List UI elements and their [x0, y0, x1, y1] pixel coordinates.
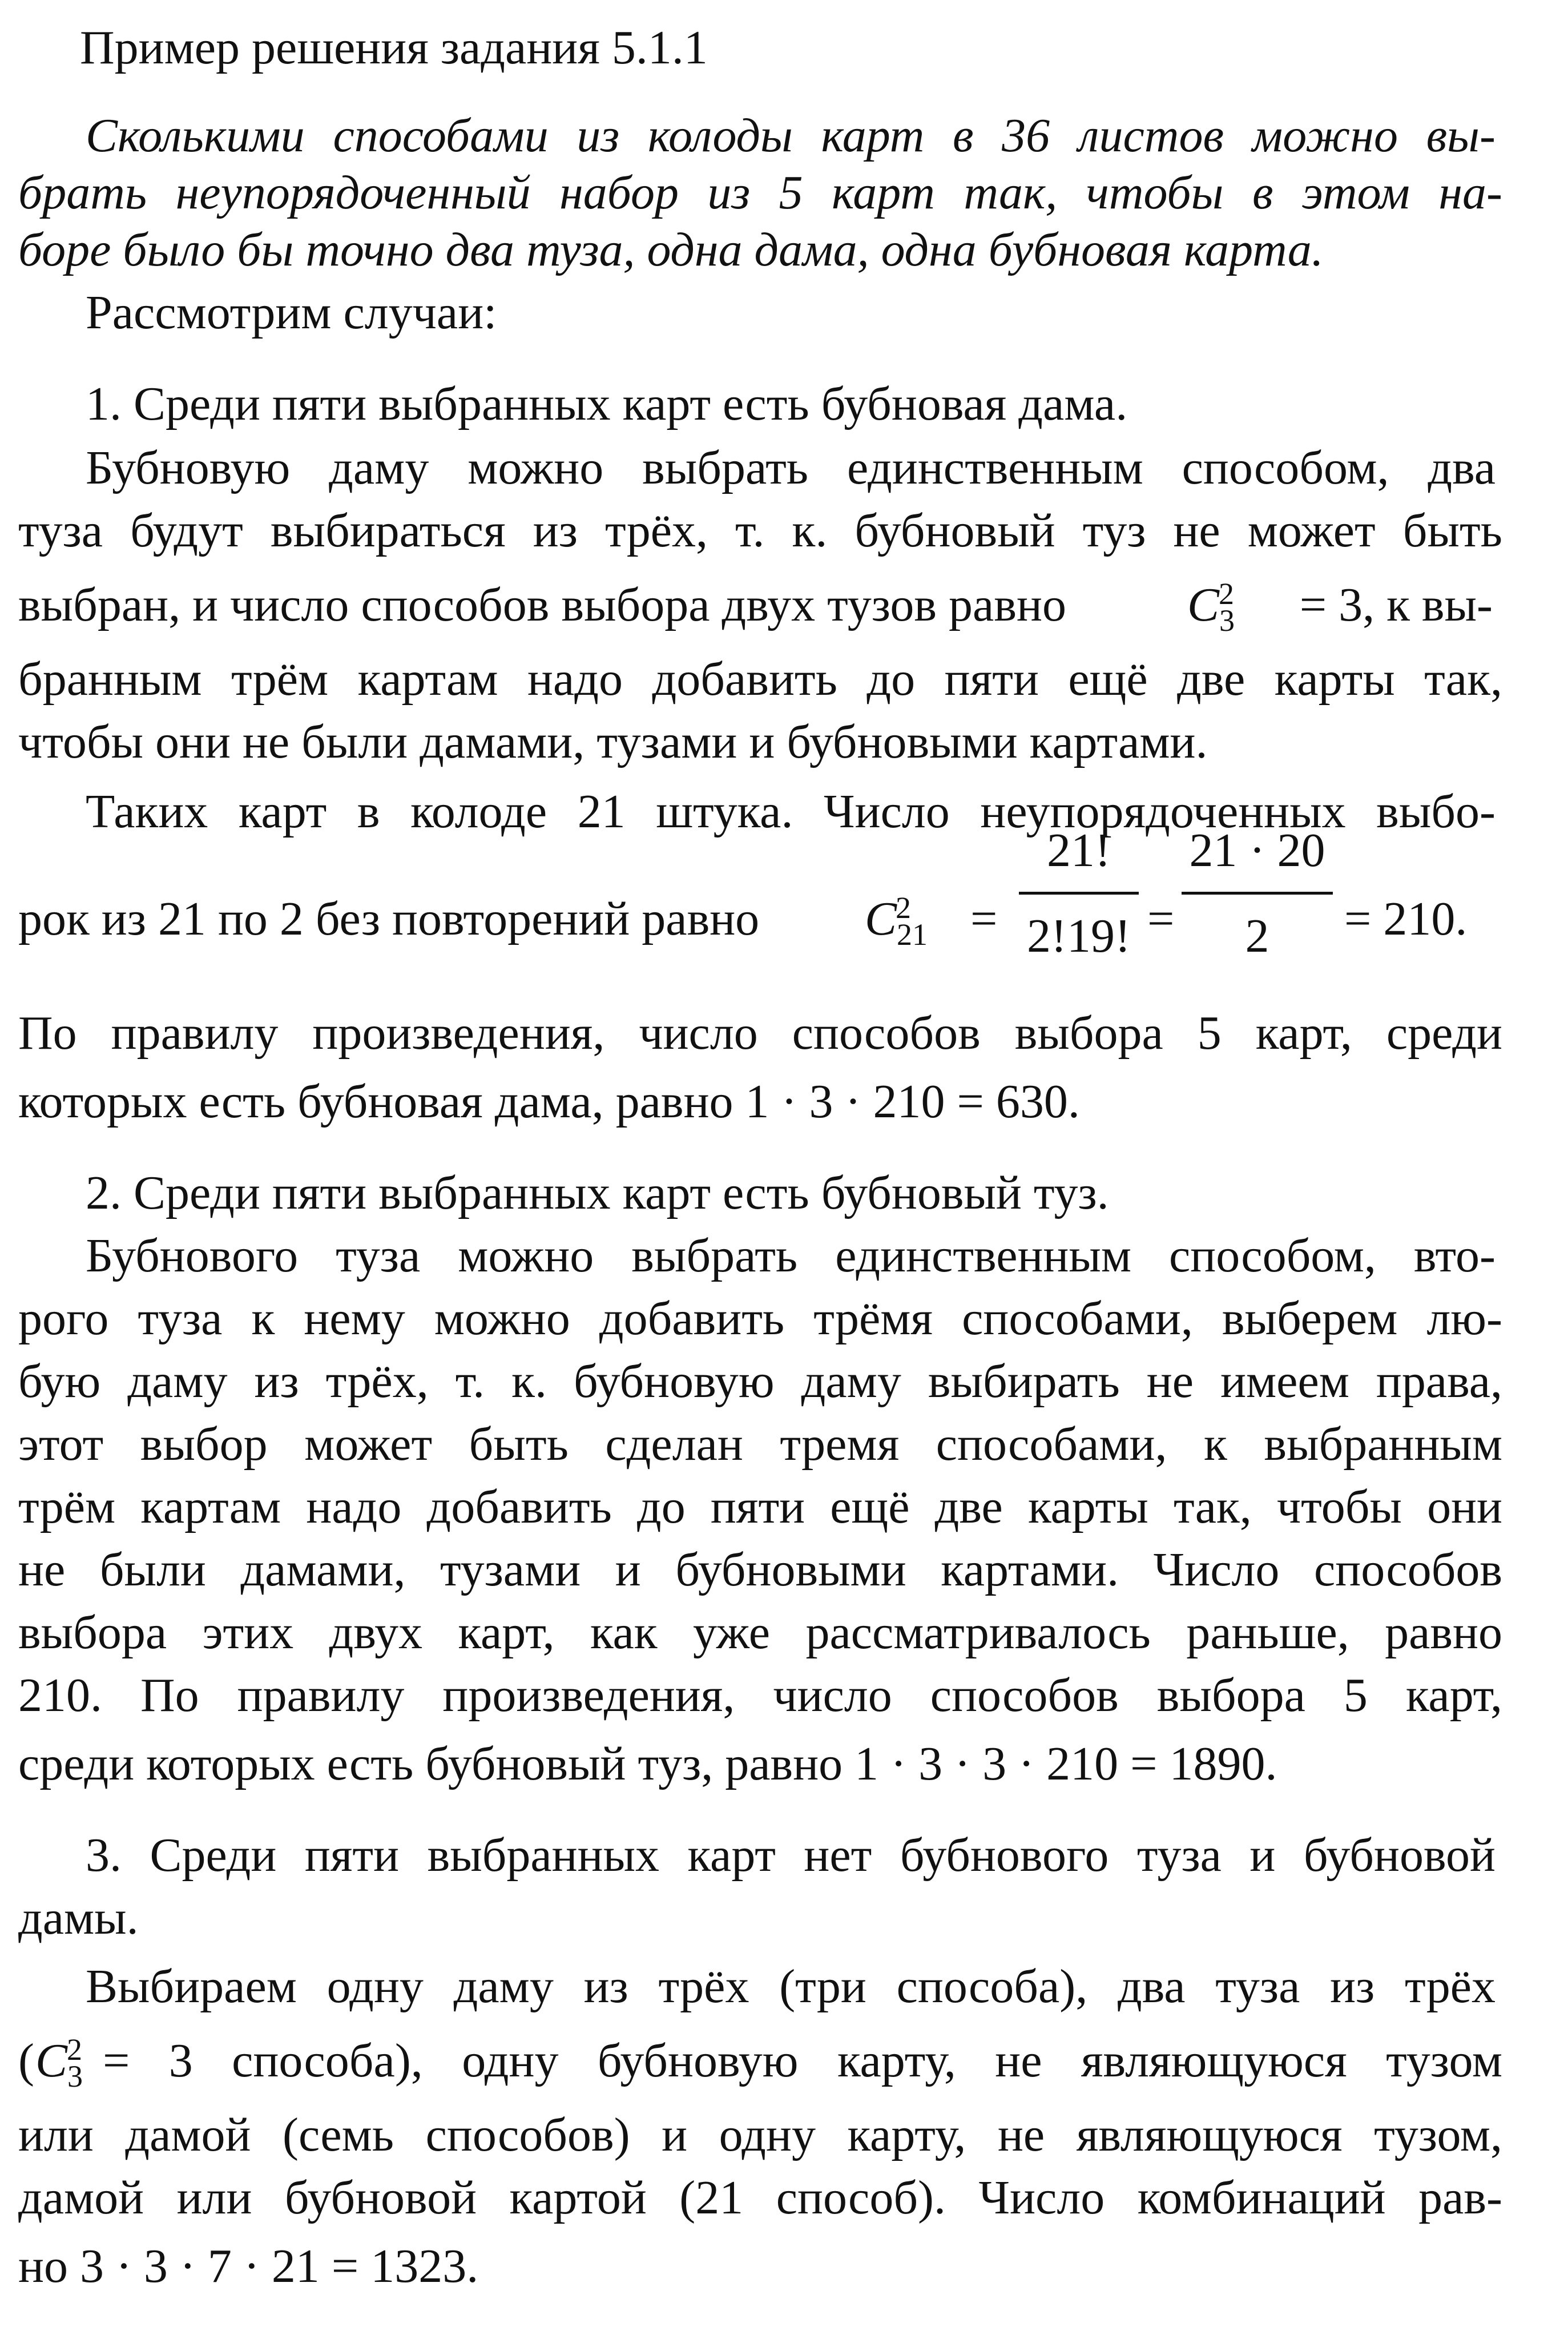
fraction-1-denominator: 2!19!: [1027, 909, 1131, 963]
c32-symbol: [1187, 577, 1235, 638]
case3-c32-sup: 2: [67, 2032, 83, 2067]
case2-p1-line-2: рого туза к нему можно добавить трёмя способами, выберем лю-: [18, 1292, 1502, 1345]
equals-2: =: [1147, 892, 1175, 945]
case1-p2-line-2: рок из 21 по 2 без повторений равно: [18, 892, 760, 945]
case3-p1-line-1: Выбираем одну даму из трёх (три способа), два туза из трёх: [86, 1960, 1496, 2013]
case3-c32-C: C: [35, 2034, 68, 2087]
case1-p1-line-3-tail: = 3, к вы-: [1299, 578, 1493, 631]
case3-heading-line-2: дамы.: [18, 1891, 139, 1945]
equals-1: =: [970, 892, 998, 945]
case1-p1-line-1: Бубновую даму можно выбрать единственным способом, два: [86, 441, 1496, 494]
fraction-2-numerator: 21 · 20: [1189, 824, 1325, 877]
case3-heading-line-1: 3. Среди пяти выбранных карт нет бубнового туза и бубновой: [86, 1829, 1496, 1882]
fraction-1-numerator: 21!: [1047, 824, 1111, 877]
case2-p1-line-9: среди которых есть бубновый туз, равно 1 · 3 · 3 · 210 = 1890.: [18, 1737, 1277, 1790]
fraction-21x20: [1182, 822, 1333, 971]
case3-c32-symbol: [35, 2032, 83, 2094]
result-210: = 210.: [1344, 892, 1468, 945]
c212-sub: 21: [897, 917, 928, 952]
fraction-21-factorial: [1019, 822, 1139, 971]
case3-p1-line-3: или дамой (семь способов) и одну карту, не являющуюся тузом,: [18, 2108, 1502, 2161]
case2-p1-line-8: 210. По правилу произведения, число способов выбора 5 карт,: [18, 1669, 1502, 1722]
c32-sup: 2: [1219, 577, 1235, 611]
c212-sup: 2: [896, 891, 912, 925]
case3-c32-sub: 3: [67, 2059, 83, 2094]
c32-C: C: [1187, 578, 1220, 631]
case1-p1-line-5: чтобы они не были дамами, тузами и бубновыми картами.: [18, 715, 1208, 768]
problem-line-3: боре было бы точно два туза, одна дама, одна бубновая карта.: [18, 223, 1324, 276]
case1-p3-line-1: По правилу произведения, число способов выбора 5 карт, среди: [18, 1007, 1502, 1060]
case3-paren-open: (: [18, 2034, 34, 2087]
c212-C: C: [865, 892, 897, 945]
case3-p1-line-2: = 3 способа), одну бубновую карту, не являющуюся тузом: [103, 2034, 1502, 2087]
case2-heading: 2. Среди пяти выбранных карт есть бубновый туз.: [86, 1166, 1109, 1219]
problem-line-2: брать неупорядоченный набор из 5 карт так, чтобы в этом на-: [18, 166, 1502, 219]
fraction-2-bar: [1182, 892, 1333, 895]
c212-symbol: [865, 891, 928, 952]
case1-p1-line-4: бранным трём картам надо добавить до пяти ещё две карты так,: [18, 653, 1502, 706]
fraction-2-denominator: 2: [1245, 909, 1269, 963]
case3-p1-line-4: дамой или бубновой картой (21 способ). Число комбинаций рав-: [18, 2171, 1502, 2224]
intro-text: Рассмотрим случаи:: [86, 286, 497, 339]
case2-p1-line-3: бую даму из трёх, т. к. бубновую даму выбирать не имеем права,: [18, 1355, 1502, 1408]
case1-p2-line-1: Таких карт в колоде 21 штука. Число неупорядоченных выбо-: [86, 785, 1496, 838]
case1-p1-line-3: выбран, и число способов выбора двух тузов равно: [18, 578, 1066, 631]
case2-p1-line-7: выбора этих двух карт, как уже рассматривалось раньше, равно: [18, 1606, 1502, 1659]
case1-heading: 1. Среди пяти выбранных карт есть бубновая дама.: [86, 377, 1128, 430]
case2-p1-line-1: Бубнового туза можно выбрать единственным способом, вто-: [86, 1229, 1496, 1282]
case2-p1-line-4: этот выбор может быть сделан тремя способами, к выбранным: [18, 1418, 1502, 1471]
fraction-1-bar: [1019, 892, 1139, 895]
c32-sub: 3: [1219, 603, 1235, 638]
case1-p1-line-2: туза будут выбираться из трёх, т. к. бубновый туз не может быть: [18, 504, 1502, 557]
problem-line-1: Сколькими способами из колоды карт в 36 листов можно вы-: [86, 109, 1496, 162]
page-title: Пример решения задания 5.1.1: [80, 21, 708, 74]
case2-p1-line-6: не были дамами, тузами и бубновыми картами. Число способов: [18, 1543, 1502, 1596]
case3-p1-line-5: но 3 · 3 · 7 · 21 = 1323.: [18, 2240, 479, 2293]
case2-p1-line-5: трём картам надо добавить до пяти ещё две карты так, чтобы они: [18, 1480, 1502, 1533]
case1-p3-line-2: которых есть бубновая дама, равно 1 · 3 · 210 = 630.: [18, 1075, 1080, 1128]
